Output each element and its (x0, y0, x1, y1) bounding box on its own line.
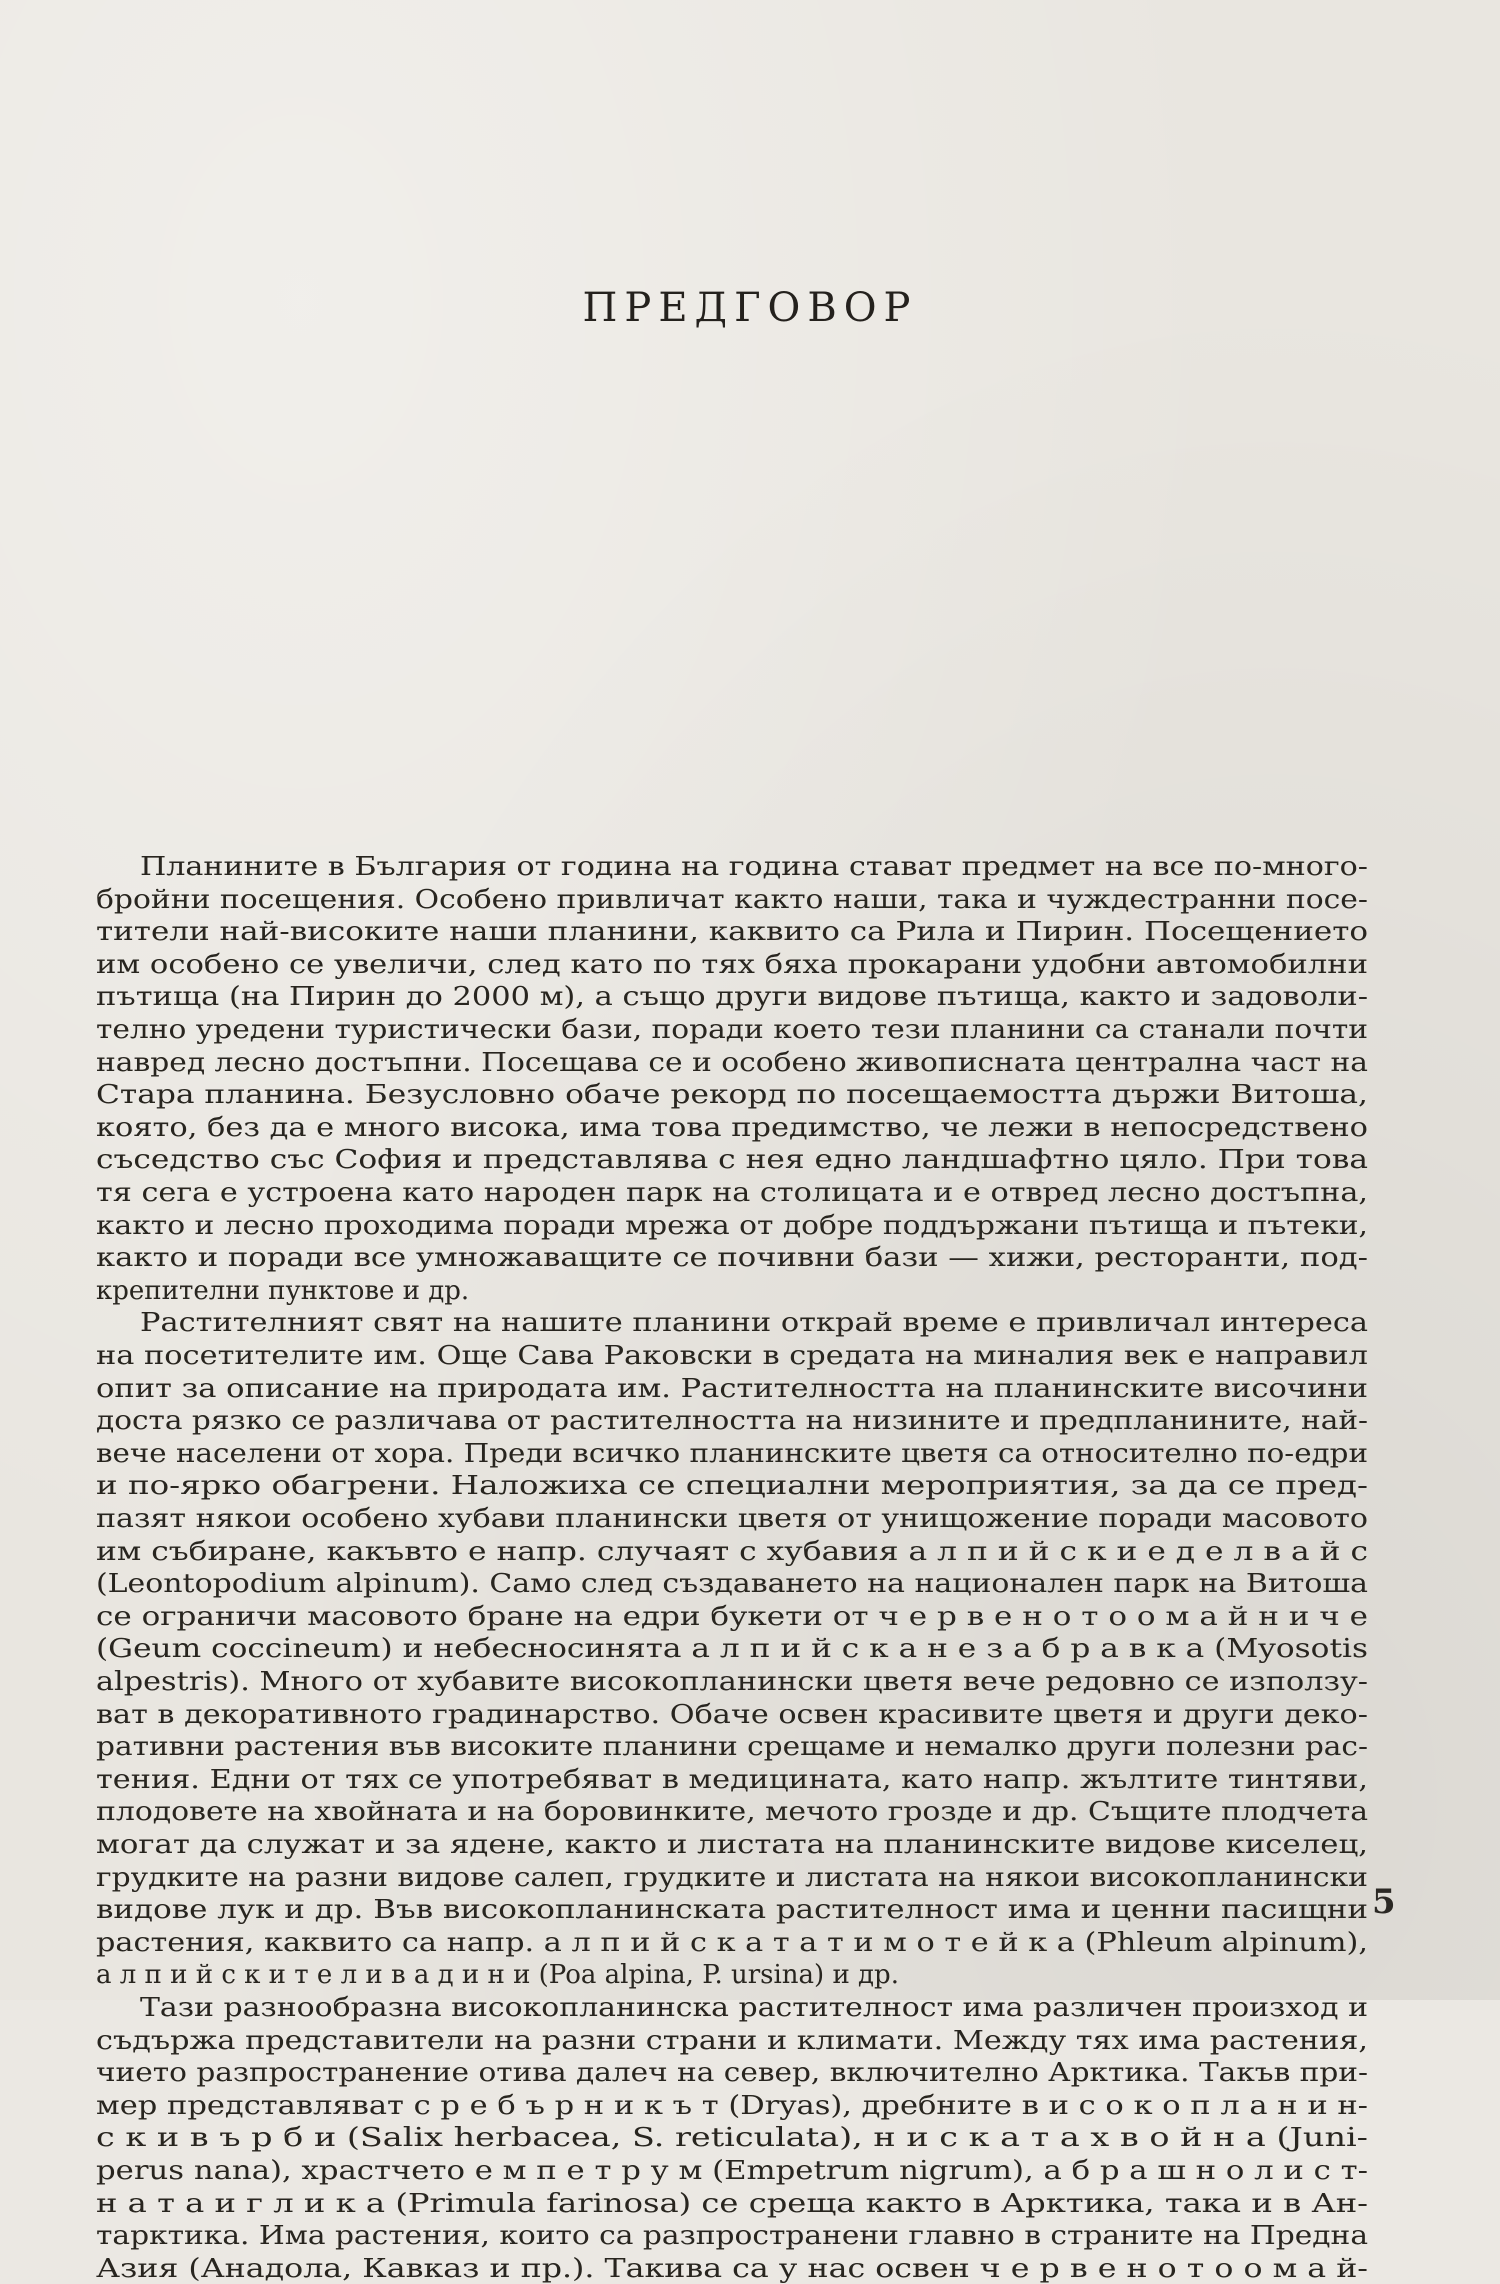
text-line: тарктика. Има растения, които са разпространени главно в страните на Предна (96, 2221, 1368, 2252)
text-line: пазят някои особено хубави планински цветя от унищожение поради масовото (96, 1504, 1368, 1534)
text-line: грудките на разни видове салеп, грудките и листата на някои високопланински (96, 1862, 1368, 1893)
text-line: крепителни пунктове и др. (96, 1275, 470, 1306)
text-line: им събиране, какъвто е напр. случаят с хубавия а л п и й с к и е д е л в а й с (96, 1536, 1368, 1567)
text-line: плодовете на хвойната и на боровинките, мечото грозде и др. Същите плодчета (96, 1797, 1368, 1828)
text-line: и по-ярко обагрени. Наложиха се специални мероприятия, за да се пред- (96, 1471, 1368, 1502)
text-line: ват в декоративното градинарство. Обаче освен красивите цветя и други деко- (96, 1699, 1368, 1730)
text-line: пътища (на Пирин до 2000 м), а също други видове пътища, както и задоволи- (96, 982, 1368, 1013)
text-line: могат да служат и за ядене, както и листата на планинските видове киселец, (96, 1830, 1368, 1860)
text-line: а л п и й с к и т е л и в а д и н и (Poa alpina, P. ursina) и др. (96, 1960, 899, 1991)
text-line: мер представляват с р е б ъ р н и к ъ т (Dryas), дребните в и с о к о п л а н и н- (96, 2090, 1368, 2121)
page-number: 5 (1372, 1882, 1396, 1922)
text-line: ративни растения във високите планини срещаме и немалко други полезни рас- (96, 1732, 1368, 1763)
text-line: опит за описание на природата им. Растителността на планинските височини (96, 1373, 1368, 1404)
text-line: н а т а и г л и к а (Primula farinosa) се среща както в Арктика, така и в Ан- (96, 2188, 1368, 2219)
text-line: тения. Едни от тях се употребяват в медицината, като напр. жълтите тинтяви, (96, 1764, 1368, 1795)
text-line: растения, каквито са напр. а л п и й с к а т а т и м о т е й к а (Phleum alpinum), (96, 1927, 1368, 1958)
text-line: Азия (Анадола, Кавказ и пр.). Такива са у нас освен ч е р в е н о т о о м а й- (96, 2253, 1368, 2284)
text-line: тители най-високите наши планини, каквито са Рила и Пирин. Посещението (96, 917, 1368, 948)
text-line: на посетителите им. Още Сава Раковски в средата на миналия век е направил (96, 1341, 1368, 1371)
text-line: тя сега е устроена като народен парк на столицата и е отвред лесно достъпна, (96, 1178, 1368, 1208)
text-line: както и лесно проходима поради мрежа от добре поддържани пътища и пътеки, (96, 1210, 1368, 1241)
text-line: Растителният свят на нашите планини открай време е привличал интереса (140, 1308, 1368, 1339)
text-line: бройни посещения. Особено привличат както наши, така и чуждестранни посе- (96, 884, 1369, 915)
text-line: (Geum coccineum) и небесносинята а л п и й с к а н е з а б р а в к а (Myosotis (96, 1634, 1368, 1665)
text-line: им особено се увеличи, след като по тях бяха прокарани удобни автомобилни (96, 949, 1368, 980)
text-line: вече населени от хора. Преди всичко планинските цветя са относително по-едри (96, 1438, 1368, 1469)
text-line: доста рязко се различава от растителността на низините и предпланините, най- (96, 1406, 1368, 1437)
text-line: Планините в България от година на година стават предмет на все по-много- (140, 852, 1368, 882)
text-line: видове лук и др. Във високопланинската растителност има и ценни пасищни (96, 1895, 1368, 1926)
text-line: с к и в ъ р б и (Salix herbacea, S. reticulata), н и с к а т а х в о й н а (Juni- (96, 2123, 1368, 2154)
text-line: както и поради все умножаващите се почивни бази — хижи, ресторанти, под- (96, 1243, 1368, 1274)
text-line: навред лесно достъпни. Посещава се и особено живописната централна част на (96, 1047, 1368, 1078)
text-line: (Leontopodium alpinum). Само след създаването на национален парк на Витоша (96, 1569, 1368, 1600)
text-line: чието разпространение отива далеч на север, включително Арктика. Такъв при- (96, 2058, 1368, 2089)
text-line: alpestris). Много от хубавите високопланински цветя вече редовно се използу- (96, 1667, 1368, 1697)
page-title: ПРЕДГОВОР (582, 284, 918, 331)
text-line: Тази разнообразна високопланинска растителност има различен произход и (140, 1993, 1368, 2023)
text-line: която, без да е много висока, има това предимство, че лежи в непосредствено (96, 1112, 1368, 1143)
text-line: телно уредени туристически бази, поради което тези планини са станали почти (96, 1015, 1368, 1045)
text-line: perus nana), храстчето е м п е т р у м (Empetrum nigrum), а б р а ш н о л и с т- (96, 2156, 1368, 2186)
text-line: се ограничи масовото бране на едри букети от ч е р в е н о т о о м а й н и ч е (96, 1601, 1368, 1632)
text-line: съдържа представители на разни страни и климати. Между тях има растения, (96, 2025, 1368, 2056)
text-line: Стара планина. Безусловно обаче рекорд по посещаемостта държи Витоша, (96, 1080, 1368, 1111)
text-line: съседство със София и представлява с нея едно ландшафтно цяло. При това (96, 1145, 1368, 1176)
bleed-through-text (230, 0, 1430, 420)
